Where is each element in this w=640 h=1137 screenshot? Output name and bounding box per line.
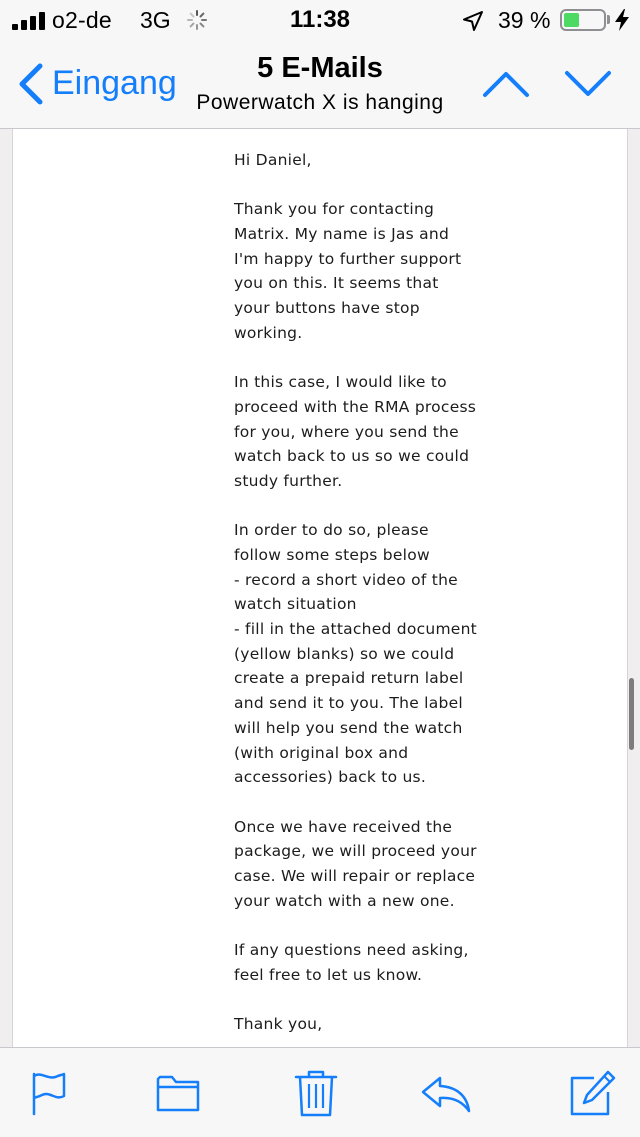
message-line: and send it to you. The label <box>234 694 463 713</box>
blank-line <box>234 790 484 815</box>
message-line: follow some steps below <box>234 546 430 564</box>
message-body <box>234 148 484 1037</box>
flag-icon[interactable] <box>24 1068 72 1118</box>
network-type: 3G <box>140 7 171 33</box>
trash-icon[interactable] <box>292 1068 340 1118</box>
thread-subject: Powerwatch X is hanging <box>196 91 444 114</box>
blank-line <box>234 346 484 371</box>
message-line: your buttons have stop <box>234 299 420 318</box>
navigation-bar <box>0 40 640 129</box>
chevron-up-icon[interactable] <box>482 68 530 100</box>
thread-count-title: 5 E-Mails <box>257 52 383 84</box>
message-line: package, we will proceed your <box>234 842 477 861</box>
folder-icon[interactable] <box>154 1068 202 1118</box>
blank-line <box>234 173 484 198</box>
left-gutter <box>0 129 13 1047</box>
message-line: - fill in the attached document <box>234 620 477 639</box>
message-line: Once we have received the <box>234 817 453 836</box>
message-line: In this case, I would like to <box>234 373 447 392</box>
message-line: If any questions need asking, <box>234 941 469 959</box>
message-line: accessories) back to us. <box>234 768 427 787</box>
message-line: study further. <box>234 471 343 490</box>
location-arrow-icon <box>462 10 484 32</box>
message-line: your watch with a new one. <box>234 891 455 910</box>
message-line: (with original box and <box>234 743 409 762</box>
battery-level-fill <box>564 13 579 27</box>
message-line: Thank you for contacting <box>234 200 435 219</box>
message-line: for you, where you send the <box>234 422 459 441</box>
back-button-label: Eingang <box>52 64 177 102</box>
charging-bolt-icon <box>614 9 630 31</box>
message-line: you on this. It seems that <box>234 274 439 293</box>
message-line: watch back to us so we could <box>234 447 470 466</box>
battery-cap <box>607 15 610 24</box>
message-line: (yellow blanks) so we could <box>234 644 455 663</box>
message-line: case. We will repair or replace <box>234 866 476 885</box>
message-line: watch situation <box>234 595 357 614</box>
battery-icon <box>560 9 606 31</box>
carrier-label: o2-de <box>52 7 112 33</box>
reply-icon[interactable] <box>420 1068 472 1118</box>
blank-line <box>234 913 484 938</box>
status-bar <box>0 0 640 40</box>
message-line: I'm happy to further support <box>234 249 462 268</box>
message-line: working. <box>234 323 303 342</box>
status-time: 11:38 <box>289 6 351 33</box>
blank-line <box>234 987 484 1012</box>
message-line: feel free to let us know. <box>234 965 423 984</box>
battery-percentage: 39 % <box>498 7 551 33</box>
compose-icon[interactable] <box>568 1068 616 1118</box>
message-line: Thank you, <box>234 1015 323 1034</box>
message-content-area[interactable] <box>0 129 640 1047</box>
blank-line <box>234 494 484 519</box>
scroll-indicator[interactable] <box>629 678 634 750</box>
right-gutter <box>627 129 640 1047</box>
message-line: - record a short video of the <box>234 570 458 589</box>
bottom-toolbar <box>0 1047 640 1137</box>
message-line: create a prepaid return label <box>234 669 464 688</box>
message-line: proceed with the RMA process <box>234 397 477 416</box>
message-line: Matrix. My name is Jas and <box>234 225 450 244</box>
chevron-down-icon[interactable] <box>564 68 612 100</box>
message-line: In order to do so, please <box>234 521 429 540</box>
message-line: will help you send the watch <box>234 718 463 737</box>
message-line: Hi Daniel, <box>234 151 312 169</box>
